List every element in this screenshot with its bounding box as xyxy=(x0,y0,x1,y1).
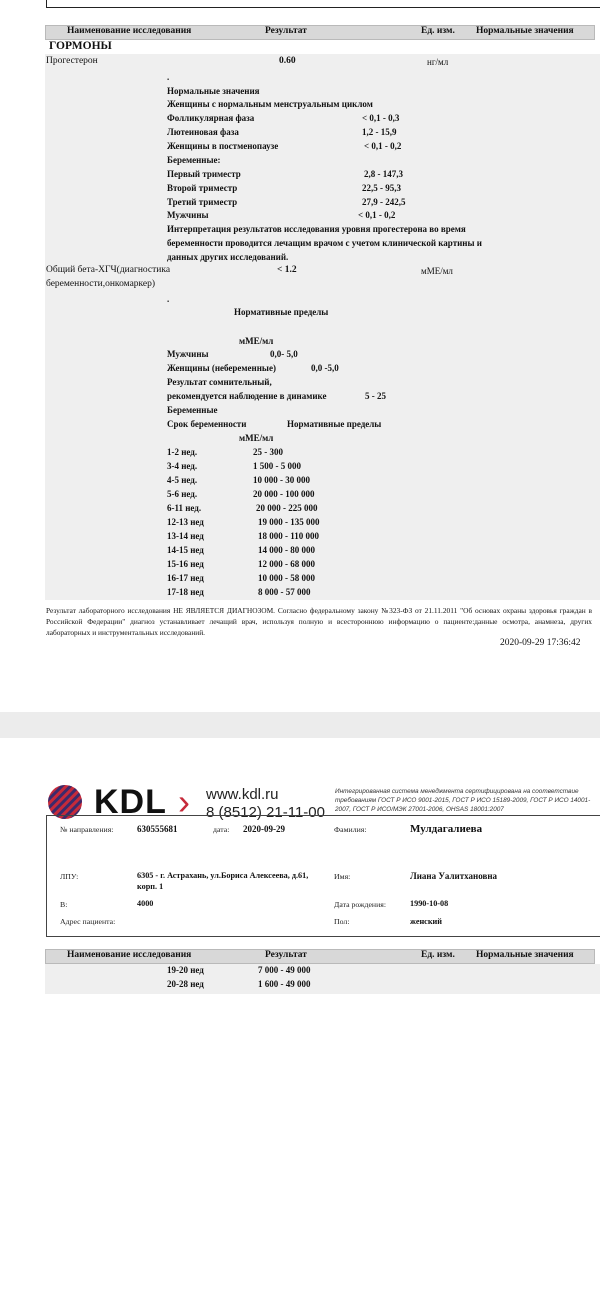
report-timestamp: 2020-09-29 17:36:42 xyxy=(500,638,581,648)
norm-label: Фолликулярная фаза xyxy=(167,113,255,123)
norm-value: 1,2 - 15,9 xyxy=(362,127,397,137)
norm-value: 2,8 - 147,3 xyxy=(364,169,403,179)
patient-info-box xyxy=(46,815,600,937)
week-term: 14-15 нед xyxy=(167,545,204,555)
hcg-norms-title: Нормативные пределы xyxy=(234,307,329,317)
col-result-header: Результат xyxy=(265,26,307,36)
norm-label: Женщины (небеременные) xyxy=(167,363,276,373)
test-result: < 1.2 xyxy=(277,265,297,275)
norm-value: 0,0 -5,0 xyxy=(311,363,339,373)
hcg-unit: мМЕ/мл xyxy=(239,336,274,346)
week-term: 15-16 нед xyxy=(167,559,204,569)
dot: . xyxy=(167,72,170,82)
disclaimer: Результат лабораторного исследования НЕ ЯВЛЯЕТСЯ ДИАГНОЗОМ. Согласно федеральному закону №323-ФЗ от 21.11.2011 "Об основах охраны здоровья граждан в Российской Федерации" диагноз устанавливает лечащий врач, используя полную и всестороннюю информацию о пациенте:данные осмотра, анамнеза, других лабораторных и инструментальных исследований. xyxy=(46,606,592,637)
patient-name: Лиана Уалитхановна xyxy=(410,871,498,881)
table-header xyxy=(45,949,595,964)
frame-line xyxy=(46,7,600,8)
field-label: Пол: xyxy=(334,917,350,926)
week-term: 3-4 нед. xyxy=(167,461,198,471)
norm-label: Третий триместр xyxy=(167,197,238,207)
week-range: 8 000 - 57 000 xyxy=(258,587,311,597)
norms-subtitle: Женщины с нормальным менструальным циклом xyxy=(167,99,373,109)
week-term: 12-13 нед xyxy=(167,517,204,527)
col-unit-header: Ед. изм. xyxy=(421,950,455,960)
test-name: Прогестерон xyxy=(46,56,98,66)
field-label: Фамилия: xyxy=(334,825,367,834)
norm-value: < 0,1 - 0,2 xyxy=(358,210,396,220)
pregnant-title: Беременные xyxy=(167,405,218,415)
v-value: 4000 xyxy=(137,899,154,908)
doubt-line: Результат сомнительный, xyxy=(167,377,272,387)
test-unit: нг/мл xyxy=(427,57,449,67)
week-term: 16-17 нед xyxy=(167,573,204,583)
week-range: 10 000 - 58 000 xyxy=(258,573,315,583)
field-label: Адрес пациента: xyxy=(60,917,116,926)
field-label: ЛПУ: xyxy=(60,872,79,881)
week-term: 13-14 нед xyxy=(167,531,204,541)
week-range: 10 000 - 30 000 xyxy=(253,475,310,485)
norm-label: Первый триместр xyxy=(167,169,241,179)
week-term: 6-11 нед. xyxy=(167,503,202,513)
week-term: 1-2 нед. xyxy=(167,447,198,457)
table-header xyxy=(45,25,595,40)
col-norm-header: Нормальные значения xyxy=(476,26,574,36)
week-range: 12 000 - 68 000 xyxy=(258,559,315,569)
col-norm-header: Нормальные значения xyxy=(476,950,574,960)
norms-title: Нормальные значения xyxy=(167,86,260,96)
interpretation-line: данных других исследований. xyxy=(167,252,289,262)
field-label: дата: xyxy=(213,825,230,834)
norm-value: 0,0- 5,0 xyxy=(270,349,298,359)
week-range: 19 000 - 135 000 xyxy=(258,517,320,527)
week-range: 20 000 - 225 000 xyxy=(256,503,318,513)
phone: 8 (8512) 21-11-00 xyxy=(206,804,325,821)
week-range: 18 000 - 110 000 xyxy=(258,531,320,541)
section-title: ГОРМОНЫ xyxy=(49,40,112,52)
dot: . xyxy=(167,294,170,304)
results-area xyxy=(45,54,600,600)
norm-value: 5 - 25 xyxy=(365,391,386,401)
week-term: 20-28 нед xyxy=(167,979,204,989)
results-area xyxy=(45,964,600,994)
week-range: 20 000 - 100 000 xyxy=(253,489,315,499)
term-header: Срок беременности xyxy=(167,419,247,429)
doubt-line: рекомендуется наблюдение в динамике xyxy=(167,391,327,401)
norm-value: < 0,1 - 0,2 xyxy=(364,141,402,151)
week-term: 19-20 нед xyxy=(167,965,204,975)
birth-date: 1990-10-08 xyxy=(410,899,449,908)
col-name-header: Наименование исследования xyxy=(67,26,192,36)
page-separator xyxy=(0,712,600,738)
field-label: № направления: xyxy=(60,825,114,834)
website: www.kdl.ru xyxy=(206,786,279,803)
interpretation-line: беременности проводится лечащим врачом с учетом клинической картины и xyxy=(167,238,482,248)
test-name: беременности,онкомаркер) xyxy=(46,279,156,289)
field-label: В: xyxy=(60,900,68,909)
pregnant-title: Беременные: xyxy=(167,155,221,165)
col-name-header: Наименование исследования xyxy=(67,950,192,960)
kdl-logo-text: KDL xyxy=(94,783,167,821)
norm-value: < 0,1 - 0,3 xyxy=(362,113,400,123)
norm-value: 27,9 - 242,5 xyxy=(362,197,406,207)
week-range: 1 600 - 49 000 xyxy=(258,979,311,989)
field-label: Дата рождения: xyxy=(334,900,387,909)
week-range: 14 000 - 80 000 xyxy=(258,545,315,555)
test-name: Общий бета-ХГЧ(диагностика xyxy=(46,265,171,275)
norm-label: Лютеиновая фаза xyxy=(167,127,239,137)
col-unit-header: Ед. изм. xyxy=(421,26,455,36)
field-label: Имя: xyxy=(334,872,351,881)
limits-header: Нормативные пределы xyxy=(287,419,382,429)
week-term: 5-6 нед. xyxy=(167,489,198,499)
lpu-address: 6305 - г. Астрахань, ул.Бориса Алексеева, д.61, xyxy=(137,871,309,880)
direction-number: 630555681 xyxy=(137,824,178,834)
patient-surname: Мулдагалиева xyxy=(410,823,483,835)
lpu-address: корп. 1 xyxy=(137,882,164,891)
patient-sex: женский xyxy=(410,917,442,926)
test-unit: мМЕ/мл xyxy=(421,266,453,276)
interpretation-line: Интерпретация результатов исследования уровня прогестерона во время xyxy=(167,224,466,234)
norm-label: Мужчины xyxy=(167,349,209,359)
norm-label: Женщины в постменопаузе xyxy=(167,141,279,151)
test-result: 0.60 xyxy=(279,56,296,66)
week-range: 1 500 - 5 000 xyxy=(253,461,301,471)
col-result-header: Результат xyxy=(265,950,307,960)
direction-date: 2020-09-29 xyxy=(243,824,285,834)
week-term: 17-18 нед xyxy=(167,587,204,597)
norm-label: Второй триместр xyxy=(167,183,238,193)
week-term: 4-5 нед. xyxy=(167,475,198,485)
certification-note: Интегрированная система менеджмента сертифицирована на соответствие требованиям ГОСТ Р ИСО 9001-2015, ГОСТ Р ИСО 15189-2009, ГОСТ Р ИСО 14001-2007, ГОСТ Р ИСО/МЭК 27001-2006, OHSAS 18001:2007 xyxy=(335,788,591,813)
week-range: 7 000 - 49 000 xyxy=(258,965,311,975)
hcg-unit: мМЕ/мл xyxy=(239,433,274,443)
norm-label: Мужчины xyxy=(167,210,209,220)
norm-value: 22,5 - 95,3 xyxy=(362,183,401,193)
week-range: 25 - 300 xyxy=(253,447,283,457)
kdl-chevron-icon: › xyxy=(178,781,190,822)
